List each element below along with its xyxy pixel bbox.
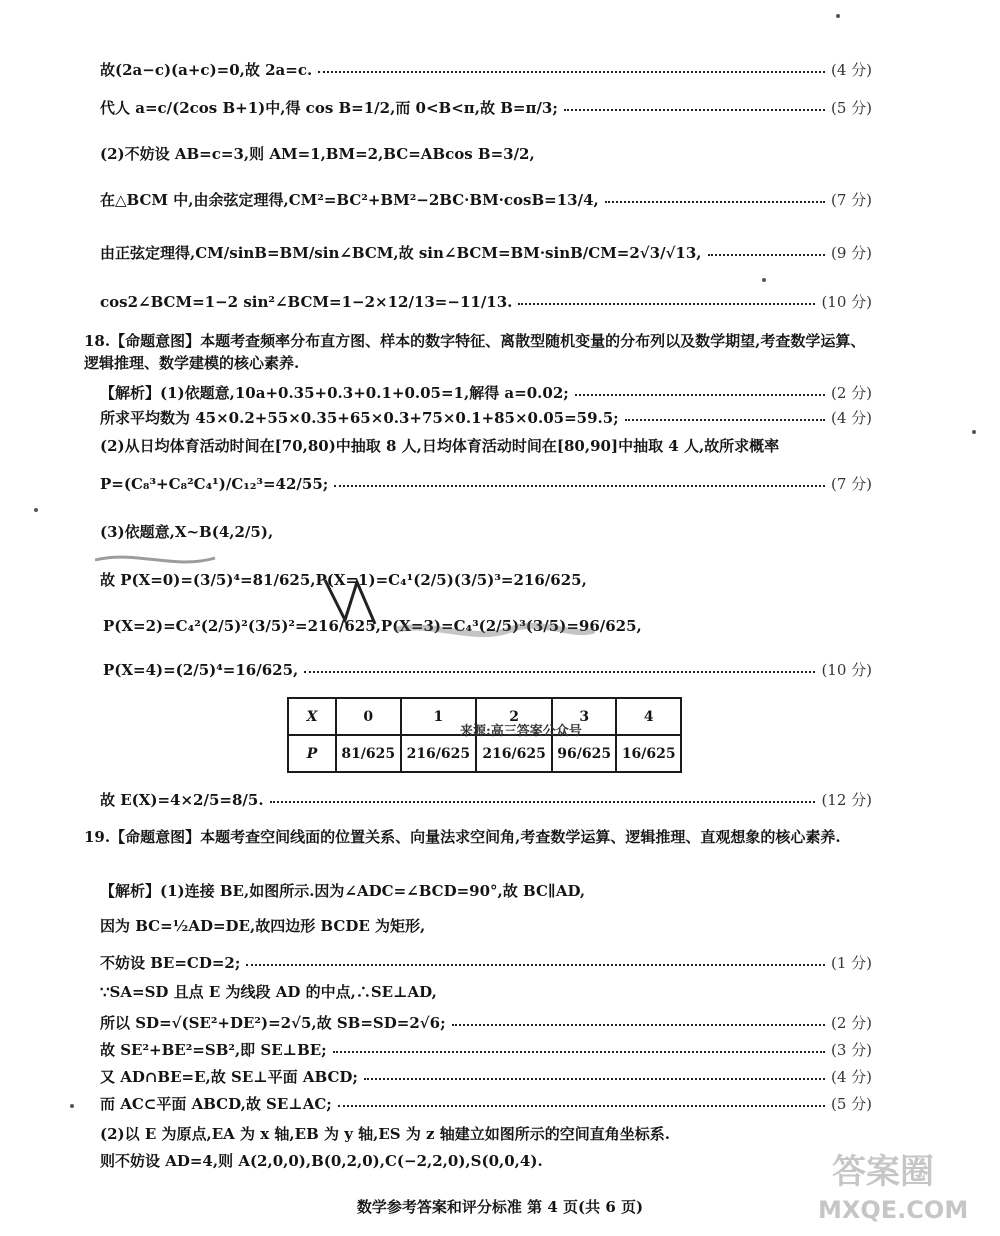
leader-dots — [708, 250, 825, 256]
p17-line-6: cos2∠BCM=1−2 sin²∠BCM=1−2×12/13=−11/13. (10 分) — [100, 293, 872, 311]
p19-line-7: 又 AD∩BE=E,故 SE⊥平面 ABCD; (4 分) — [100, 1068, 872, 1086]
p19-intent: 19.【命题意图】本题考查空间线面的位置关系、向量法求空间角,考查数学运算、逻辑推理、直观想象的核心素养. — [84, 828, 841, 846]
page-footer: 数学参考答案和评分标准 第 4 页(共 6 页) — [356, 1198, 644, 1216]
score-label: (3 分) — [830, 1041, 872, 1059]
watermark-logo-en: MXQE.COM — [818, 1196, 969, 1224]
table-cell: 216/625 — [401, 735, 477, 772]
table-cell: 4 — [616, 698, 681, 735]
scan-speck — [836, 14, 840, 18]
score-label: (5 分) — [830, 99, 872, 117]
score-label: (10 分) — [821, 293, 872, 311]
table-cell: 96/625 — [552, 735, 617, 772]
table-cell: 16/625 — [616, 735, 681, 772]
table-row — [288, 735, 681, 772]
score-label: (7 分) — [830, 475, 872, 493]
leader-dots — [304, 667, 815, 673]
score-label: (1 分) — [830, 954, 872, 972]
leader-dots — [246, 960, 825, 966]
leader-dots — [333, 1047, 825, 1053]
p17-line-3: (2)不妨设 AB=c=3,则 AM=1,BM=2,BC=ABcos B=3/2, — [100, 145, 535, 163]
score-label: (4 分) — [830, 1068, 872, 1086]
scan-speck — [762, 278, 766, 282]
score-label: (2 分) — [830, 1014, 872, 1032]
p18-line-5: (3)依题意,X~B(4,2/5), — [100, 523, 274, 541]
leader-dots — [270, 797, 816, 803]
table-cell: 1 — [401, 698, 477, 735]
scan-speck — [972, 430, 976, 434]
leader-dots — [605, 197, 825, 203]
p18-line-6: 故 P(X=0)=(3/5)⁴=81/625,P(X=1)=C₄¹(2/5)(3/5)³=216/625, — [100, 571, 587, 589]
p19-line-10: 则不妨设 AD=4,则 A(2,0,0),B(0,2,0),C(−2,2,0),S(0,0,4). — [100, 1152, 543, 1170]
score-label: (4 分) — [830, 409, 872, 427]
p19-line-3: 不妨设 BE=CD=2; (1 分) — [100, 954, 872, 972]
p17-line-1: 故(2a−c)(a+c)=0,故 2a=c. (4 分) — [100, 61, 872, 79]
p17-line-4: 在△BCM 中,由余弦定理得,CM²=BC²+BM²−2BC·BM·cosB=13/4, (7 分) — [100, 191, 872, 209]
p17-line-5: 由正弦定理得,CM/sinB=BM/sin∠BCM,故 sin∠BCM=BM·sinB/CM=2√3/√13, (9 分) — [100, 244, 872, 262]
p19-line-6: 故 SE²+BE²=SB²,即 SE⊥BE; (3 分) — [100, 1041, 872, 1059]
leader-dots — [575, 390, 825, 396]
p19-line-9: (2)以 E 为原点,EA 为 x 轴,EB 为 y 轴,ES 为 z 轴建立如图所示的空间直角坐标系. — [100, 1125, 671, 1143]
p18-intent: 18.【命题意图】本题考查频率分布直方图、样本的数字特征、离散型随机变量的分布列以及数学期望,考查数学运算、逻辑推理、数学建模的核心素养. — [84, 332, 866, 372]
leader-dots — [334, 481, 825, 487]
watermark-logo-cn: 答案圈 — [832, 1152, 934, 1192]
p18-line-2: 所求平均数为 45×0.2+55×0.35+65×0.3+75×0.1+85×0.05=59.5; (4 分) — [100, 409, 872, 427]
ink-smudge-overlay — [95, 520, 595, 670]
p18-line-3: (2)从日均体育活动时间在[70,80)中抽取 8 人,日均体育活动时间在[80,90]中抽取 4 人,故所求概率 — [100, 437, 780, 455]
score-label: (5 分) — [830, 1095, 872, 1113]
leader-dots — [338, 1101, 825, 1107]
p18-line-1: 【解析】(1)依题意,10a+0.35+0.3+0.1+0.05=1,解得 a=0.02; (2 分) — [100, 384, 872, 402]
p19-line-1: 【解析】(1)连接 BE,如图所示.因为∠ADC=∠BCD=90°,故 BC∥AD, — [100, 882, 586, 900]
table-cell: 81/625 — [336, 735, 401, 772]
table-cell: 3 — [552, 698, 617, 735]
score-label: (9 分) — [830, 244, 872, 262]
scan-speck — [34, 508, 38, 512]
score-label: (12 分) — [821, 791, 872, 809]
leader-dots — [518, 299, 815, 305]
p18-line-9: 故 E(X)=4×2/5=8/5. (12 分) — [100, 791, 872, 809]
table-header-x: X — [288, 698, 336, 735]
leader-dots — [564, 105, 825, 111]
p18-line-8: P(X=4)=(2/5)⁴=16/625, (10 分) — [103, 661, 872, 679]
leader-dots — [452, 1020, 825, 1026]
p18-line-7: P(X=2)=C₄²(2/5)²(3/5)²=216/625,P(X=3)=C₄³(2/5)³(3/5)=96/625, — [103, 617, 642, 635]
leader-dots — [318, 67, 825, 73]
p19-line-8: 而 AC⊂平面 ABCD,故 SE⊥AC; (5 分) — [100, 1095, 872, 1113]
table-cell: 216/625 — [476, 735, 552, 772]
score-label: (10 分) — [821, 661, 872, 679]
p19-line-4: ∵SA=SD 且点 E 为线段 AD 的中点,∴SE⊥AD, — [100, 983, 437, 1001]
p19-line-2: 因为 BC=½AD=DE,故四边形 BCDE 为矩形, — [100, 917, 426, 935]
score-label: (2 分) — [830, 384, 872, 402]
table-header-p: P — [288, 735, 336, 772]
score-label: (4 分) — [830, 61, 872, 79]
leader-dots — [625, 415, 825, 421]
table-cell: 2 — [476, 698, 552, 735]
p19-line-5: 所以 SD=√(SE²+DE²)=2√5,故 SB=SD=2√6; (2 分) — [100, 1014, 872, 1032]
source-stamp: 来源:高三答案公众号 — [460, 724, 582, 739]
score-label: (7 分) — [830, 191, 872, 209]
p18-line-4: P=(C₈³+C₈²C₄¹)/C₁₂³=42/55; (7 分) — [100, 475, 872, 493]
p17-line-2: 代人 a=c/(2cos B+1)中,得 cos B=1/2,而 0<B<π,故 B=π/3; (5 分) — [100, 99, 872, 117]
scan-speck — [70, 1104, 74, 1108]
leader-dots — [364, 1074, 825, 1080]
table-cell: 0 — [336, 698, 401, 735]
